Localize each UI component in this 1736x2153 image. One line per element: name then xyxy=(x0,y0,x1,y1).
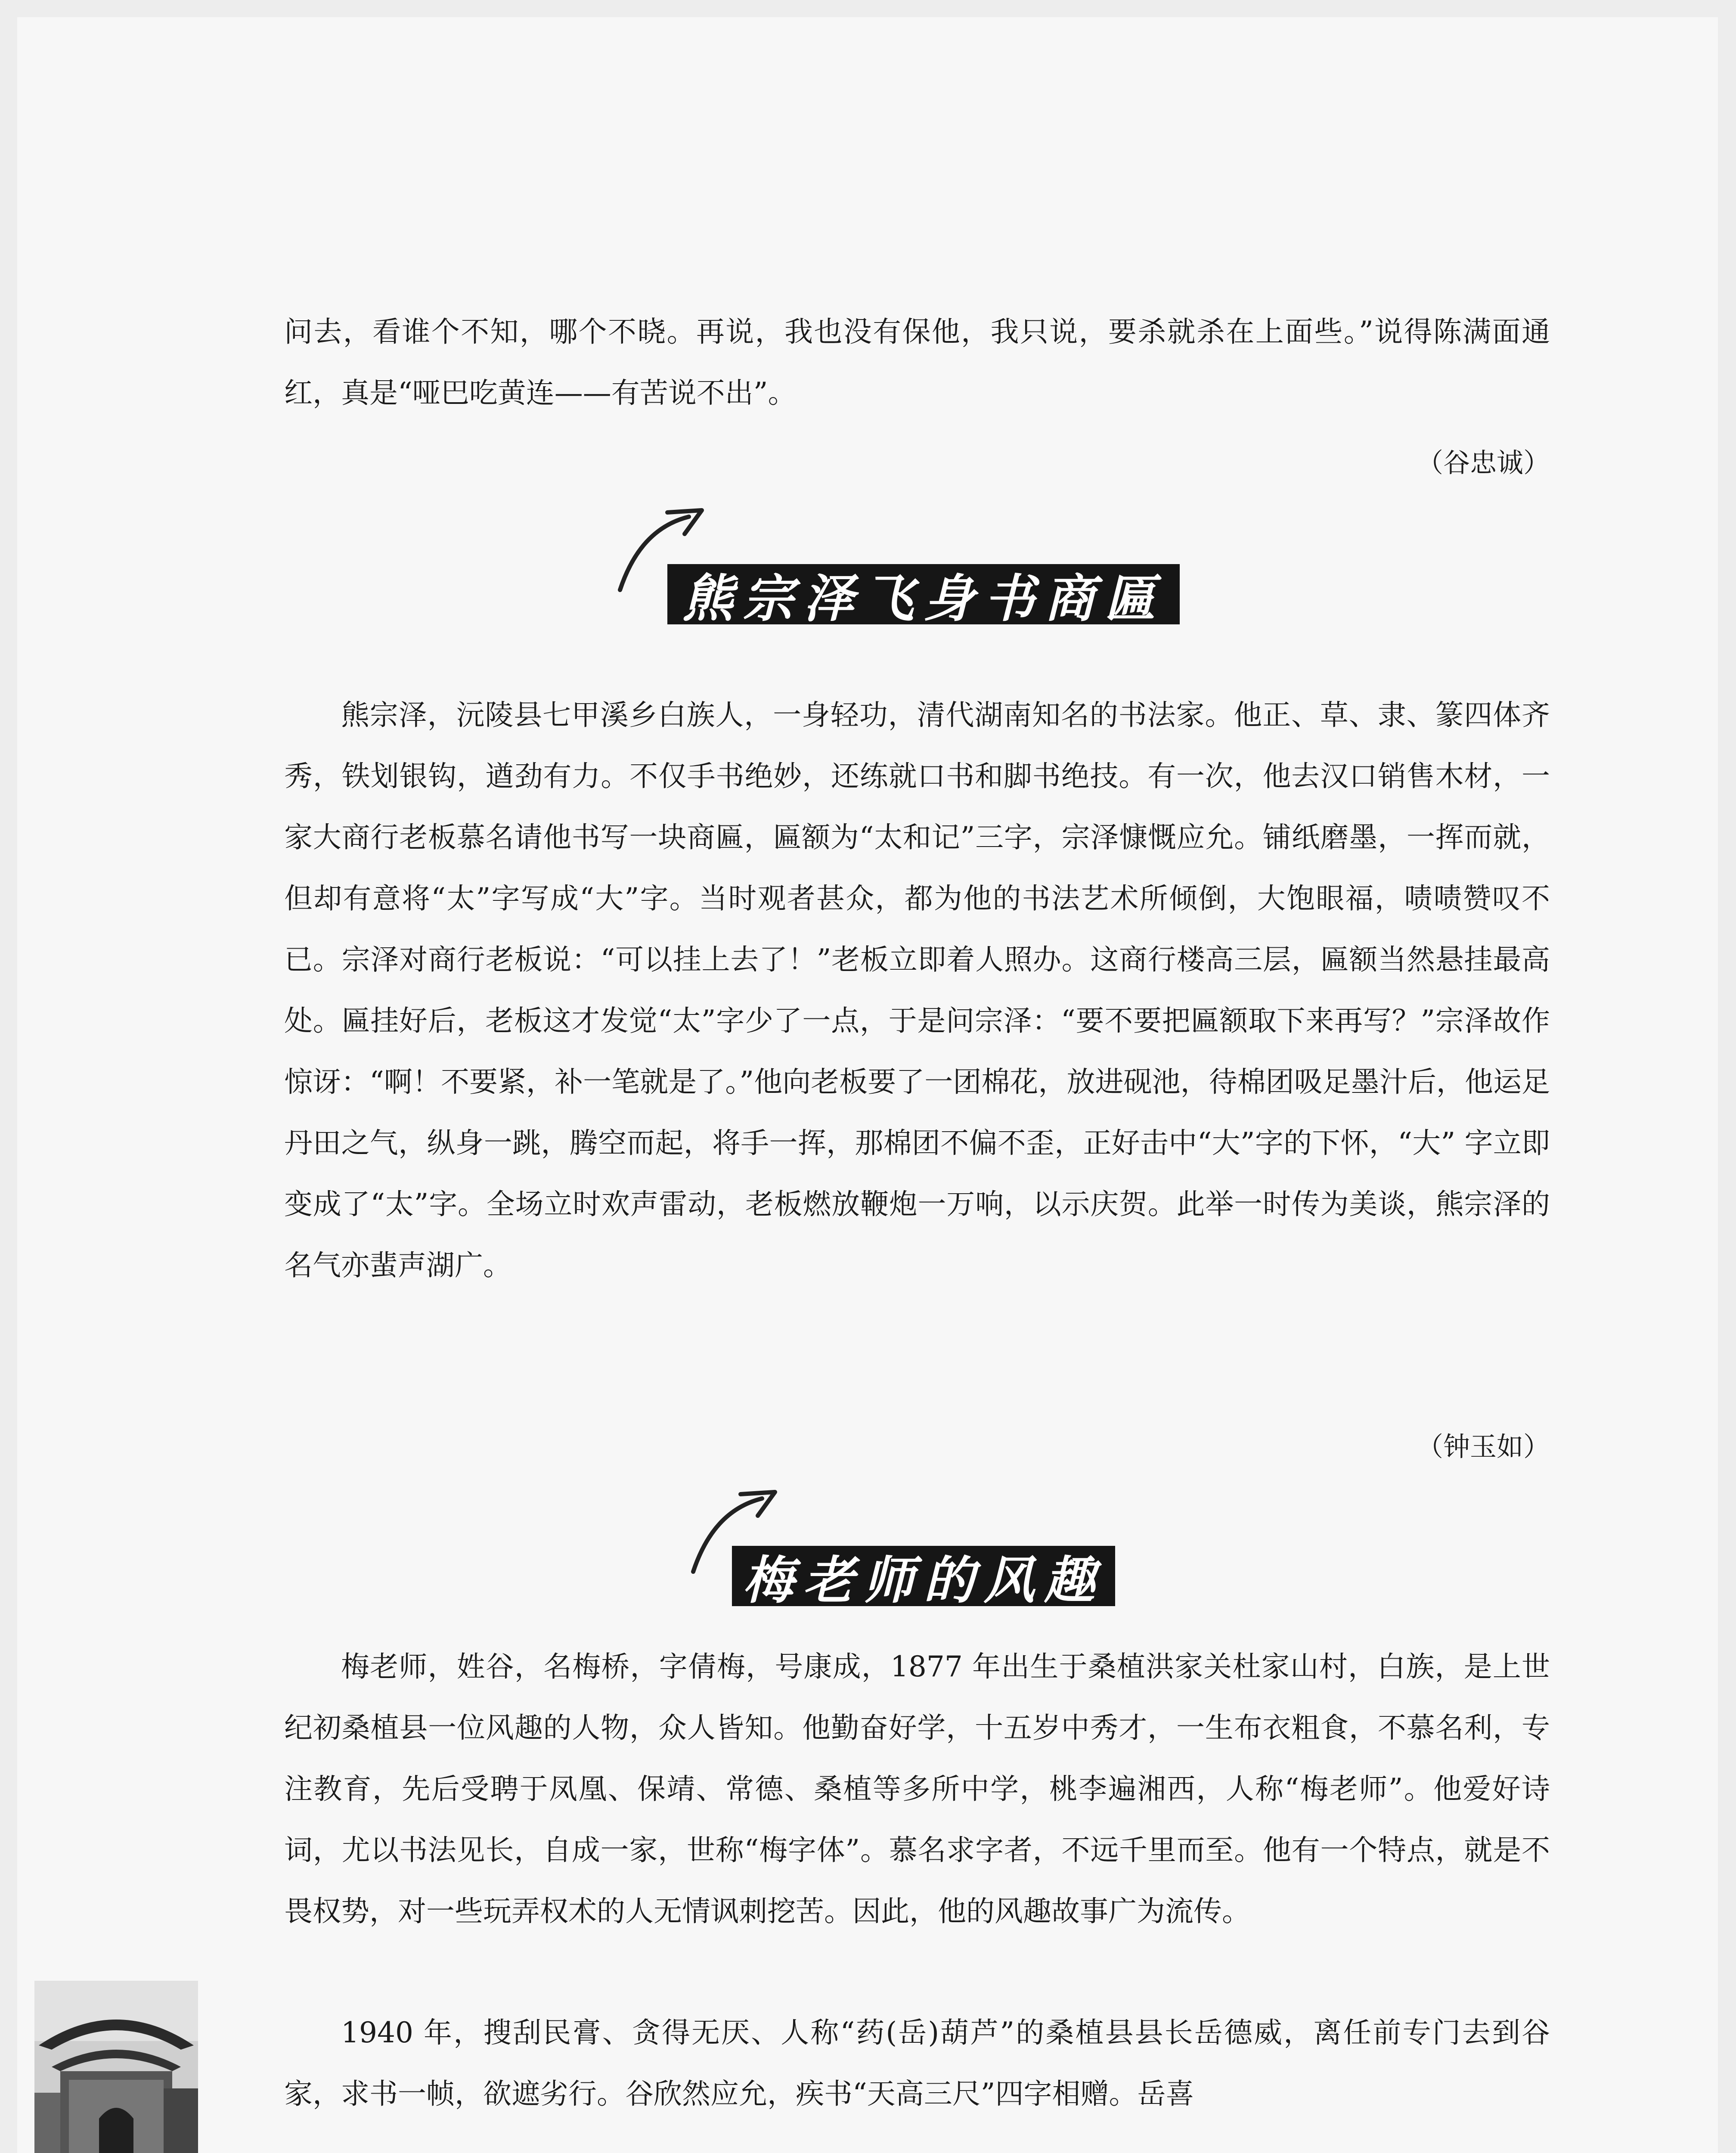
section2-body: 熊宗泽，沅陵县七甲溪乡白族人，一身轻功，清代湖南知名的书法家。他正、草、隶、篆四体齐秀，铁划银钩，遒劲有力。不仅手书绝妙，还练就口书和脚书绝技。有一次，他去汉口销售木材，一家大商行老板慕名请他书写一块商匾，匾额为“太和记”三字，宗泽慷慨应允。铺纸磨墨，一挥而就，但却有意将“太”字写成“大”字。当时观者甚众，都为他的书法艺术所倾倒，大饱眼福，啧啧赞叹不已。宗泽对商行老板说：“可以挂上去了！”老板立即着人照办。这商行楼高三层，匾额当然悬挂最高处。匾挂好后，老板这才发觉“太”字少了一点，于是问宗泽：“要不要把匾额取下来再写？”宗泽故作惊讶：“啊！不要紧，补一笔就是了。”他向老板要了一团棉花，放进砚池，待棉团吸足墨汁后，他运足丹田之气，纵身一跳，腾空而起，将手一挥，那棉团不偏不歪，正好击中“大”字的下怀，“大” 字立即变成了“太”字。全场立时欢声雷动，老板燃放鞭炮一万响，以示庆贺。此举一时传为美谈，熊宗泽的名气亦蜚声湖广。 xyxy=(284,698,1550,1282)
section1-author: （谷忠诚） xyxy=(1416,447,1550,478)
temple-photo xyxy=(34,1981,198,2153)
section2-title-block xyxy=(616,499,1218,637)
page xyxy=(17,17,1718,2153)
section2-title: 熊宗泽飞身书商匾 xyxy=(667,564,1180,624)
section3-paragraph-1: 梅老师，姓谷，名梅桥，字倩梅，号康成，1877 年出生于桑植洪家关杜家山村，白族，是上世纪初桑植县一位风趣的人物，众人皆知。他勤奋好学，十五岁中秀才，一生布衣粗食，不慕名利，专注教育，先后受聘于凤凰、保靖、常德、桑植等多所中学，桃李遍湘西，人称“梅老师”。他爱好诗词，尤以书法见长，自成一家，世称“梅字体”。慕名求字者，不远千里而至。他有一个特点，就是不畏权势，对一些玩弄权术的人无情讽刺挖苦。因此，他的风趣故事广为流传。 xyxy=(284,1650,1550,1928)
section3-paragraph-2: 1940 年，搜刮民膏、贪得无厌、人称“药(岳)葫芦”的桑植县县长岳德威，离任前专门去到谷家，求书一帧，欲遮劣行。谷欣然应允，疾书“天高三尺”四字相赠。岳喜 xyxy=(284,2016,1550,2110)
section1-continuation: 问去，看谁个不知，哪个不晓。再说，我也没有保他，我只说，要杀就杀在上面些。”说得陈满面通红，真是“哑巴吃黄连——有苦说不出”。 xyxy=(284,315,1550,410)
section3-title-block xyxy=(689,1481,1162,1619)
section2-author: （钟玉如） xyxy=(1416,1431,1550,1462)
section3-title: 梅老师的风趣 xyxy=(732,1546,1115,1606)
